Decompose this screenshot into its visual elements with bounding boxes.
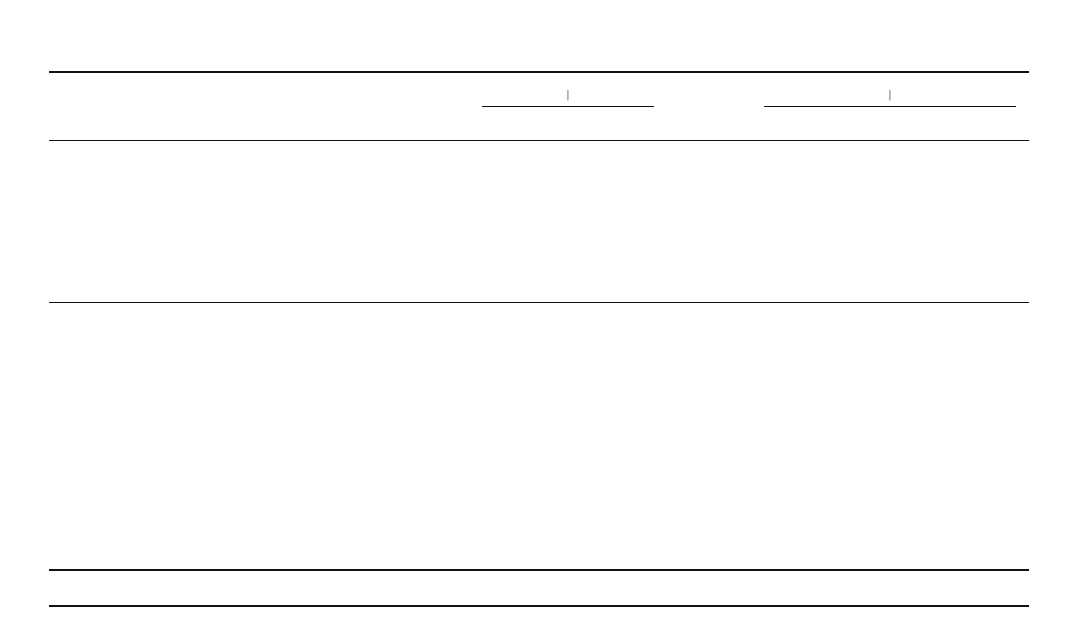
header-ap3d: | [566,87,570,101]
ours-rule [49,569,1029,571]
header-rule [49,140,1029,141]
apbev-rule [764,106,1016,107]
bottom-rule [49,605,1029,607]
header-apbev: | [888,87,892,101]
group-rule [49,302,1029,303]
ap3d-rule [482,106,654,107]
table-caption [8,34,1072,52]
top-rule [49,71,1029,73]
